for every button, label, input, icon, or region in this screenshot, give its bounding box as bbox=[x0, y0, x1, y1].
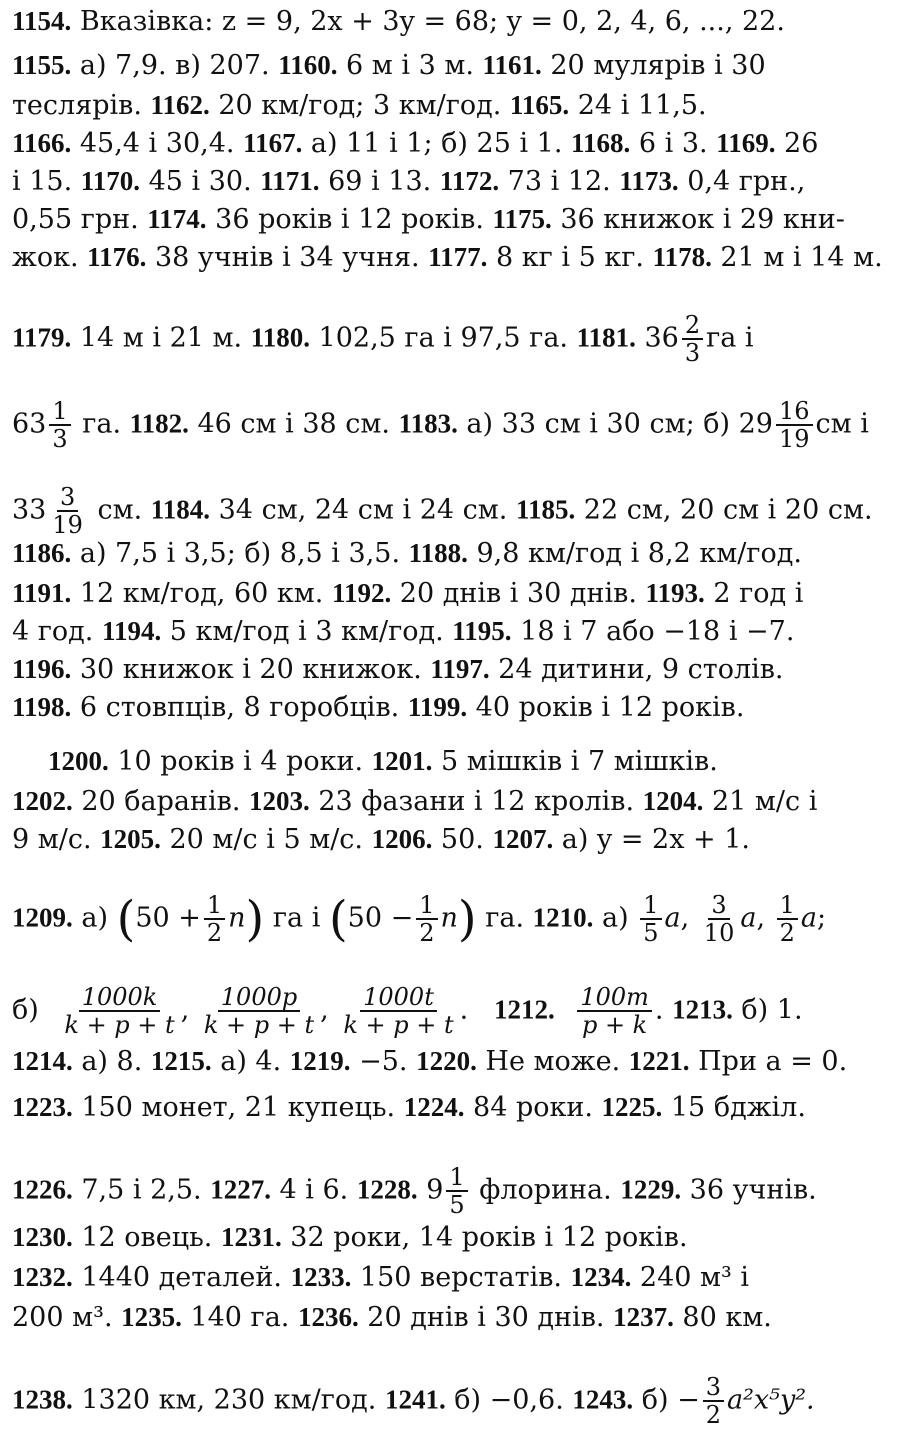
fraction: $\frac{2}{3}$ bbox=[682, 312, 703, 366]
fraction: $\frac{3}{10}$ bbox=[703, 891, 735, 947]
text-line: 1202. 20 баранів. 1203. 23 фазани і 12 кролів. 1204. 21 м/с і bbox=[12, 786, 818, 817]
text-line-1184: 33 $\frac{3}{19}$ см. 1184. 34 см, 24 см і 24 см. 1185. 22 см, 20 см і 20 см. bbox=[12, 483, 873, 539]
text-line: жок. 1176. 38 учнів і 34 учня. 1177. 8 кг і 5 кг. 1178. 21 м і 14 м. bbox=[12, 242, 883, 273]
text-line-1226: 1226. 7,5 і 2,5. 1227. 4 і 6. 1228. 9 $\frac{1}{5}$ флорина. 1229. 36 учнів. bbox=[12, 1163, 817, 1219]
text-line: 4 год. 1194. 5 км/год і 3 км/год. 1195. 18 і 7 або −18 і −7. bbox=[12, 616, 795, 647]
text-line-1182: 63 $\frac{1}{3}$ га. 1182. 46 см і 38 см. 1183. а) 33 см і 30 см; б) 29 $\frac{16}{19}$ см і bbox=[12, 397, 869, 453]
text-line-1211: б) $\frac{1000k}{k + p + t}$ , $\frac{1000p}{k + p + t}$ , $\frac{1000t}{k + p + t}$ . 1212. $\frac{100m}{p + k}$ . 1213. б) 1. bbox=[12, 983, 803, 1039]
fraction: $\frac{16}{19}$ bbox=[776, 398, 813, 452]
text-line: 1232. 1440 деталей. 1233. 150 верстатів. 1234. 240 м³ і bbox=[12, 1262, 750, 1293]
text-line: 1214. а) 8. 1215. а) 4. 1219. −5. 1220. Не може. 1221. При a = 0. bbox=[12, 1046, 848, 1077]
text-line: 1230. 12 овець. 1231. 32 роки, 14 років і 12 років. bbox=[12, 1222, 688, 1253]
text-line: 1191. 12 км/год, 60 км. 1192. 20 днів і 30 днів. 1193. 2 год і bbox=[12, 578, 804, 609]
fraction: $\frac{1}{2}$ bbox=[204, 892, 225, 946]
text-line: 1155. а) 7,9. в) 207. 1160. 6 м і 3 м. 1161. 20 мулярів і 30 bbox=[12, 50, 766, 81]
text-line-1209: 1209. а) (50 + $\frac{1}{2}$ n) га і (50 − $\frac{1}{2}$ n) га. 1210. а) $\frac{1}{5}$ a, $\frac{3}{10}$ a, $\frac{1}{2}$ a; bbox=[12, 891, 827, 947]
fraction: $\frac{1}{2}$ bbox=[416, 892, 437, 946]
fraction: $\frac{100m}{p + k}$ bbox=[577, 984, 652, 1038]
fraction: $\frac{3}{19}$ bbox=[52, 483, 83, 539]
text-line: теслярів. 1162. 20 км/год; 3 км/год. 1165. 24 і 11,5. bbox=[12, 90, 707, 121]
text-line: і 15. 1170. 45 і 30. 1171. 69 і 13. 1172. 73 і 12. 1173. 0,4 грн., bbox=[12, 166, 806, 197]
fraction: $\frac{1000p}{k + p + t}$ bbox=[203, 983, 315, 1039]
fraction: $\frac{1}{3}$ bbox=[49, 398, 70, 452]
text-line-1238: 1238. 1320 км, 230 км/год. 1241. б) −0,6. 1243. б) − $\frac{3}{2}$ a²x⁵y². bbox=[12, 1373, 815, 1429]
text-line: 1198. 6 стовпців, 8 горобців. 1199. 40 років і 12 років. bbox=[12, 692, 745, 723]
text-line-1179: 1179. 14 м і 21 м. 1180. 102,5 га і 97,5 га. 1181. 36 $\frac{2}{3}$ га і bbox=[12, 311, 754, 367]
text-line: 1196. 30 книжок і 20 книжок. 1197. 24 дитини, 9 столів. bbox=[12, 654, 784, 685]
text-line: 9 м/с. 1205. 20 м/с і 5 м/с. 1206. 50. 1207. а) y = 2x + 1. bbox=[12, 824, 750, 855]
text-line: 1200. 10 років і 4 роки. 1201. 5 мішків і 7 мішків. bbox=[48, 746, 718, 777]
fraction: $\frac{1000k}{k + p + t}$ bbox=[64, 983, 175, 1039]
text-line: 0,55 грн. 1174. 36 років і 12 років. 1175. 36 книжок і 29 кни- bbox=[12, 204, 845, 235]
fraction: $\frac{1}{5}$ bbox=[446, 1164, 467, 1218]
text-line: 200 м³. 1235. 140 га. 1236. 20 днів і 30 днів. 1237. 80 км. bbox=[12, 1302, 772, 1333]
text-line: 1166. 45,4 і 30,4. 1167. а) 11 і 1; б) 25 і 1. 1168. 6 і 3. 1169. 26 bbox=[12, 128, 819, 159]
fraction: $\frac{1}{5}$ bbox=[640, 892, 661, 946]
fraction: $\frac{1000t}{k + p + t}$ bbox=[343, 983, 454, 1039]
text-line: 1186. а) 7,5 і 3,5; б) 8,5 і 3,5. 1188. 9,8 км/год і 8,2 км/год. bbox=[12, 538, 802, 569]
fraction: $\frac{1}{2}$ bbox=[777, 892, 798, 946]
text-line: 1223. 150 монет, 21 купець. 1224. 84 роки. 1225. 15 бджіл. bbox=[12, 1092, 806, 1123]
text-line: 1154. Вказівка: z = 9, 2x + 3y = 68; y = 0, 2, 4, 6, ..., 22. bbox=[12, 6, 785, 37]
fraction: $\frac{3}{2}$ bbox=[703, 1374, 724, 1428]
